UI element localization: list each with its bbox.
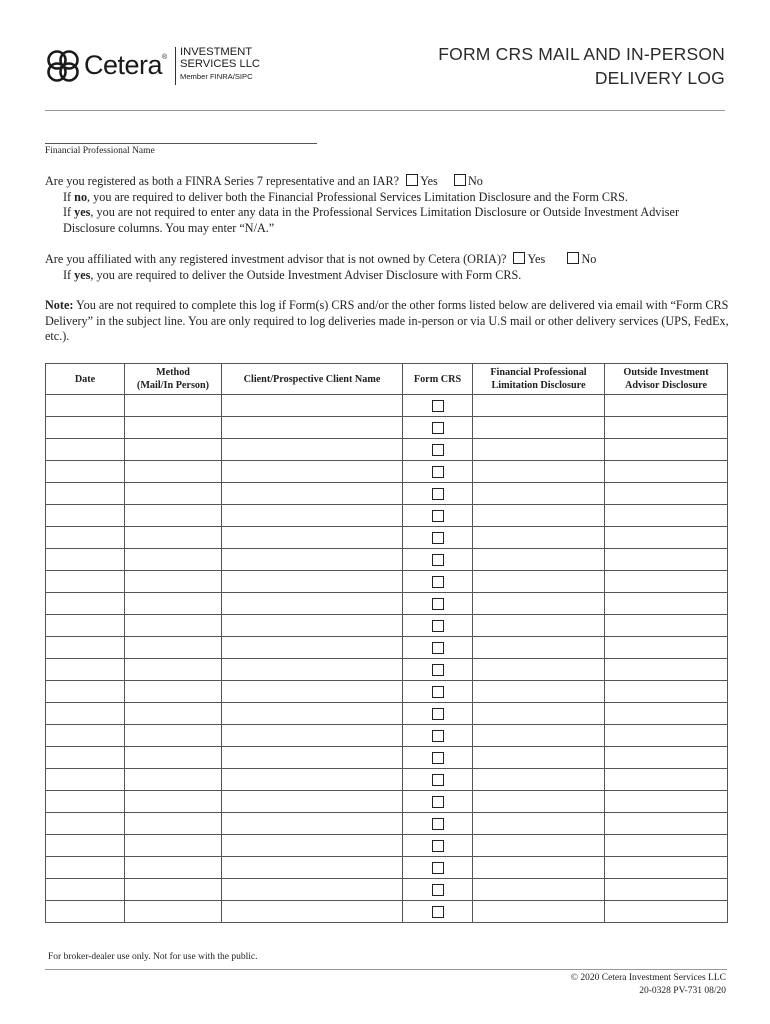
- form-crs-checkbox[interactable]: [432, 576, 444, 588]
- method-cell[interactable]: [125, 747, 222, 769]
- client-name-cell[interactable]: [222, 527, 403, 549]
- form-crs-cell[interactable]: [403, 417, 473, 439]
- table-row: [46, 791, 728, 813]
- client-name-cell[interactable]: [222, 395, 403, 417]
- method-cell[interactable]: [125, 791, 222, 813]
- outside-disclosure-cell[interactable]: [605, 439, 728, 461]
- date-cell[interactable]: [46, 769, 125, 791]
- limitation-disclosure-cell[interactable]: [473, 769, 605, 791]
- outside-disclosure-cell[interactable]: [605, 835, 728, 857]
- outside-disclosure-cell[interactable]: [605, 769, 728, 791]
- method-cell[interactable]: [125, 659, 222, 681]
- limitation-disclosure-cell[interactable]: [473, 791, 605, 813]
- form-code: 20-0328 PV-731 08/20: [639, 986, 726, 996]
- table-row: [46, 593, 728, 615]
- form-crs-checkbox[interactable]: [432, 488, 444, 500]
- outside-disclosure-cell[interactable]: [605, 813, 728, 835]
- limitation-disclosure-cell[interactable]: [473, 637, 605, 659]
- form-crs-cell[interactable]: [403, 791, 473, 813]
- method-cell[interactable]: [125, 835, 222, 857]
- outside-disclosure-cell[interactable]: [605, 879, 728, 901]
- client-name-cell[interactable]: [222, 417, 403, 439]
- form-crs-checkbox[interactable]: [432, 466, 444, 478]
- outside-disclosure-cell[interactable]: [605, 901, 728, 923]
- date-cell[interactable]: [46, 615, 125, 637]
- client-name-cell[interactable]: [222, 813, 403, 835]
- outside-disclosure-cell[interactable]: [605, 593, 728, 615]
- limitation-disclosure-cell[interactable]: [473, 483, 605, 505]
- form-crs-checkbox[interactable]: [432, 400, 444, 412]
- method-cell[interactable]: [125, 395, 222, 417]
- date-cell[interactable]: [46, 703, 125, 725]
- method-cell[interactable]: [125, 483, 222, 505]
- method-cell[interactable]: [125, 637, 222, 659]
- date-cell[interactable]: [46, 747, 125, 769]
- brand-member: Member FINRA/SIPC: [180, 72, 253, 81]
- form-crs-cell[interactable]: [403, 857, 473, 879]
- table-row: [46, 703, 728, 725]
- date-cell[interactable]: [46, 901, 125, 923]
- client-name-cell[interactable]: [222, 461, 403, 483]
- table-row: [46, 835, 728, 857]
- table-row: [46, 857, 728, 879]
- table-row: [46, 615, 728, 637]
- form-crs-cell[interactable]: [403, 703, 473, 725]
- form-crs-cell[interactable]: [403, 747, 473, 769]
- form-crs-cell[interactable]: [403, 571, 473, 593]
- date-cell[interactable]: [46, 681, 125, 703]
- table-row: [46, 659, 728, 681]
- date-cell[interactable]: [46, 835, 125, 857]
- limitation-disclosure-cell[interactable]: [473, 857, 605, 879]
- client-name-cell[interactable]: [222, 857, 403, 879]
- form-crs-checkbox[interactable]: [432, 598, 444, 610]
- limitation-disclosure-cell[interactable]: [473, 835, 605, 857]
- table-row: [46, 725, 728, 747]
- form-crs-checkbox[interactable]: [432, 532, 444, 544]
- q2-yes-checkbox[interactable]: [513, 252, 525, 264]
- brand-name: Cetera®: [84, 50, 167, 80]
- limitation-disclosure-cell[interactable]: [473, 747, 605, 769]
- page-title: FORM CRS MAIL AND IN-PERSON DELIVERY LOG: [438, 44, 725, 88]
- form-crs-checkbox[interactable]: [432, 620, 444, 632]
- limitation-disclosure-cell[interactable]: [473, 813, 605, 835]
- client-name-cell[interactable]: [222, 659, 403, 681]
- client-name-cell[interactable]: [222, 769, 403, 791]
- column-header-method: Method (Mail/In Person): [125, 364, 222, 395]
- form-crs-cell[interactable]: [403, 835, 473, 857]
- outside-disclosure-cell[interactable]: [605, 703, 728, 725]
- table-row: [46, 747, 728, 769]
- client-name-cell[interactable]: [222, 549, 403, 571]
- footer-info: [571, 972, 726, 998]
- note-paragraph: Note: You are not required to complete this log if Form(s) CRS and/or the other forms listed below are delivered via email with “Form CRS Delivery” in the subject line. You are only required to log deliveries made in-person or via U.S mail or other delivery services (UPS, FedEx, etc.).: [45, 298, 729, 343]
- copyright: © 2020 Cetera Investment Services LLC: [570, 973, 726, 983]
- outside-disclosure-cell[interactable]: [605, 549, 728, 571]
- q2-no-checkbox[interactable]: [567, 252, 579, 264]
- date-cell[interactable]: [46, 505, 125, 527]
- outside-disclosure-cell[interactable]: [605, 791, 728, 813]
- form-crs-checkbox[interactable]: [432, 906, 444, 918]
- financial-professional-name-label: Financial Professional Name: [45, 146, 155, 156]
- table-row: [46, 879, 728, 901]
- limitation-disclosure-cell[interactable]: [473, 901, 605, 923]
- date-cell[interactable]: [46, 659, 125, 681]
- table-row: [46, 505, 728, 527]
- form-crs-cell[interactable]: [403, 395, 473, 417]
- method-cell[interactable]: [125, 571, 222, 593]
- method-cell[interactable]: [125, 813, 222, 835]
- cetera-knot-icon: [44, 47, 82, 85]
- form-crs-checkbox[interactable]: [432, 642, 444, 654]
- date-cell[interactable]: [46, 483, 125, 505]
- date-cell[interactable]: [46, 879, 125, 901]
- form-crs-checkbox[interactable]: [432, 862, 444, 874]
- method-cell[interactable]: [125, 725, 222, 747]
- date-cell[interactable]: [46, 461, 125, 483]
- limitation-disclosure-cell[interactable]: [473, 527, 605, 549]
- column-header-client-name: Client/Prospective Client Name: [222, 364, 403, 395]
- table-row: [46, 637, 728, 659]
- date-cell[interactable]: [46, 813, 125, 835]
- outside-disclosure-cell[interactable]: [605, 417, 728, 439]
- client-name-cell[interactable]: [222, 593, 403, 615]
- outside-disclosure-cell[interactable]: [605, 659, 728, 681]
- date-cell[interactable]: [46, 549, 125, 571]
- brand-subtitle: INVESTMENT SERVICES LLC Member FINRA/SIPC: [180, 46, 261, 81]
- cetera-logo: [44, 44, 274, 89]
- limitation-disclosure-cell[interactable]: [473, 439, 605, 461]
- table-row: [46, 901, 728, 923]
- table-row: [46, 549, 728, 571]
- outside-disclosure-cell[interactable]: [605, 681, 728, 703]
- form-crs-checkbox[interactable]: [432, 884, 444, 896]
- form-crs-cell[interactable]: [403, 461, 473, 483]
- form-crs-checkbox[interactable]: [432, 664, 444, 676]
- limitation-disclosure-cell[interactable]: [473, 681, 605, 703]
- form-crs-checkbox[interactable]: [432, 752, 444, 764]
- client-name-cell[interactable]: [222, 681, 403, 703]
- limitation-disclosure-cell[interactable]: [473, 659, 605, 681]
- table-row: [46, 769, 728, 791]
- form-crs-checkbox[interactable]: [432, 686, 444, 698]
- method-cell[interactable]: [125, 769, 222, 791]
- limitation-disclosure-cell[interactable]: [473, 417, 605, 439]
- client-name-cell[interactable]: [222, 879, 403, 901]
- method-cell[interactable]: [125, 901, 222, 923]
- limitation-disclosure-cell[interactable]: [473, 703, 605, 725]
- column-header-outside-disclosure: Outside Investment Advisor Disclosure: [605, 364, 728, 395]
- method-cell[interactable]: [125, 681, 222, 703]
- method-cell[interactable]: [125, 439, 222, 461]
- outside-disclosure-cell[interactable]: [605, 527, 728, 549]
- table-body: [46, 395, 728, 923]
- limitation-disclosure-cell[interactable]: [473, 879, 605, 901]
- form-crs-cell[interactable]: [403, 637, 473, 659]
- client-name-cell[interactable]: [222, 483, 403, 505]
- outside-disclosure-cell[interactable]: [605, 461, 728, 483]
- outside-disclosure-cell[interactable]: [605, 505, 728, 527]
- outside-disclosure-cell[interactable]: [605, 395, 728, 417]
- limitation-disclosure-cell[interactable]: [473, 505, 605, 527]
- method-cell[interactable]: [125, 527, 222, 549]
- client-name-cell[interactable]: [222, 505, 403, 527]
- form-crs-cell[interactable]: [403, 681, 473, 703]
- table-row: [46, 571, 728, 593]
- method-cell[interactable]: [125, 857, 222, 879]
- date-cell[interactable]: [46, 439, 125, 461]
- client-name-cell[interactable]: [222, 615, 403, 637]
- method-cell[interactable]: [125, 417, 222, 439]
- date-cell[interactable]: [46, 527, 125, 549]
- table-row: [46, 439, 728, 461]
- limitation-disclosure-cell[interactable]: [473, 593, 605, 615]
- method-cell[interactable]: [125, 549, 222, 571]
- outside-disclosure-cell[interactable]: [605, 857, 728, 879]
- column-header-date: Date: [46, 364, 125, 395]
- client-name-cell[interactable]: [222, 747, 403, 769]
- q1-yes-checkbox[interactable]: [406, 174, 418, 186]
- internal-use-notice: For broker-dealer use only. Not for use with the public.: [48, 952, 258, 962]
- client-name-cell[interactable]: [222, 703, 403, 725]
- form-crs-cell[interactable]: [403, 615, 473, 637]
- client-name-cell[interactable]: [222, 439, 403, 461]
- form-crs-checkbox[interactable]: [432, 818, 444, 830]
- limitation-disclosure-cell[interactable]: [473, 725, 605, 747]
- method-cell[interactable]: [125, 879, 222, 901]
- form-crs-cell[interactable]: [403, 505, 473, 527]
- outside-disclosure-cell[interactable]: [605, 615, 728, 637]
- client-name-cell[interactable]: [222, 835, 403, 857]
- form-crs-cell[interactable]: [403, 659, 473, 681]
- form-crs-checkbox[interactable]: [432, 796, 444, 808]
- form-crs-checkbox[interactable]: [432, 730, 444, 742]
- financial-professional-name-field[interactable]: [45, 143, 317, 144]
- date-cell[interactable]: [46, 857, 125, 879]
- form-crs-checkbox[interactable]: [432, 444, 444, 456]
- form-crs-checkbox[interactable]: [432, 422, 444, 434]
- table-row: [46, 681, 728, 703]
- form-crs-checkbox[interactable]: [432, 554, 444, 566]
- client-name-cell[interactable]: [222, 791, 403, 813]
- limitation-disclosure-cell[interactable]: [473, 395, 605, 417]
- client-name-cell[interactable]: [222, 571, 403, 593]
- limitation-disclosure-cell[interactable]: [473, 549, 605, 571]
- form-crs-cell[interactable]: [403, 439, 473, 461]
- form-crs-checkbox[interactable]: [432, 774, 444, 786]
- method-cell[interactable]: [125, 505, 222, 527]
- column-header-limitation-disclosure: Financial Professional Limitation Disclosure: [473, 364, 605, 395]
- form-crs-cell[interactable]: [403, 901, 473, 923]
- client-name-cell[interactable]: [222, 637, 403, 659]
- table-row: [46, 813, 728, 835]
- form-crs-checkbox[interactable]: [432, 708, 444, 720]
- footer-divider: [45, 969, 727, 970]
- method-cell[interactable]: [125, 703, 222, 725]
- date-cell[interactable]: [46, 725, 125, 747]
- date-cell[interactable]: [46, 637, 125, 659]
- date-cell[interactable]: [46, 791, 125, 813]
- table-row: [46, 483, 728, 505]
- form-crs-checkbox[interactable]: [432, 840, 444, 852]
- limitation-disclosure-cell[interactable]: [473, 615, 605, 637]
- outside-disclosure-cell[interactable]: [605, 637, 728, 659]
- outside-disclosure-cell[interactable]: [605, 725, 728, 747]
- form-crs-cell[interactable]: [403, 593, 473, 615]
- form-crs-cell[interactable]: [403, 879, 473, 901]
- column-header-form-crs: Form CRS: [403, 364, 473, 395]
- method-cell[interactable]: [125, 615, 222, 637]
- method-cell[interactable]: [125, 461, 222, 483]
- method-cell[interactable]: [125, 593, 222, 615]
- delivery-log-table: [45, 363, 728, 923]
- form-crs-checkbox[interactable]: [432, 510, 444, 522]
- question-series7-iar: Are you registered as both a FINRA Series 7 representative and an IAR? Yes No If no, you are required to deliver both the Financial Professional Services Limitation Disclosure and the Form CRS. If yes, you are not required to enter any data in the Professional Services Limitation Disclosure or Outside Investment Adviser Disclosure columns. You may enter “N/A.”: [45, 174, 679, 235]
- table-row: [46, 417, 728, 439]
- form-crs-cell[interactable]: [403, 527, 473, 549]
- date-cell[interactable]: [46, 395, 125, 417]
- outside-disclosure-cell[interactable]: [605, 571, 728, 593]
- form-crs-cell[interactable]: [403, 813, 473, 835]
- limitation-disclosure-cell[interactable]: [473, 461, 605, 483]
- outside-disclosure-cell[interactable]: [605, 483, 728, 505]
- outside-disclosure-cell[interactable]: [605, 747, 728, 769]
- table-header-row: [46, 364, 728, 395]
- logo-divider: [175, 47, 176, 85]
- table-row: [46, 527, 728, 549]
- form-crs-cell[interactable]: [403, 725, 473, 747]
- table-row: [46, 395, 728, 417]
- q1-no-checkbox[interactable]: [454, 174, 466, 186]
- client-name-cell[interactable]: [222, 725, 403, 747]
- question-oria-affiliation: Are you affiliated with any registered investment advisor that is not owned by Cetera (ORIA)? Yes No If yes, you are required to deliver the Outside Investment Adviser Disclosure with Form CRS.: [45, 252, 597, 282]
- form-crs-cell[interactable]: [403, 769, 473, 791]
- date-cell[interactable]: [46, 417, 125, 439]
- client-name-cell[interactable]: [222, 901, 403, 923]
- header-divider: [45, 110, 725, 111]
- table-row: [46, 461, 728, 483]
- form-crs-cell[interactable]: [403, 483, 473, 505]
- date-cell[interactable]: [46, 571, 125, 593]
- date-cell[interactable]: [46, 593, 125, 615]
- form-crs-cell[interactable]: [403, 549, 473, 571]
- limitation-disclosure-cell[interactable]: [473, 571, 605, 593]
